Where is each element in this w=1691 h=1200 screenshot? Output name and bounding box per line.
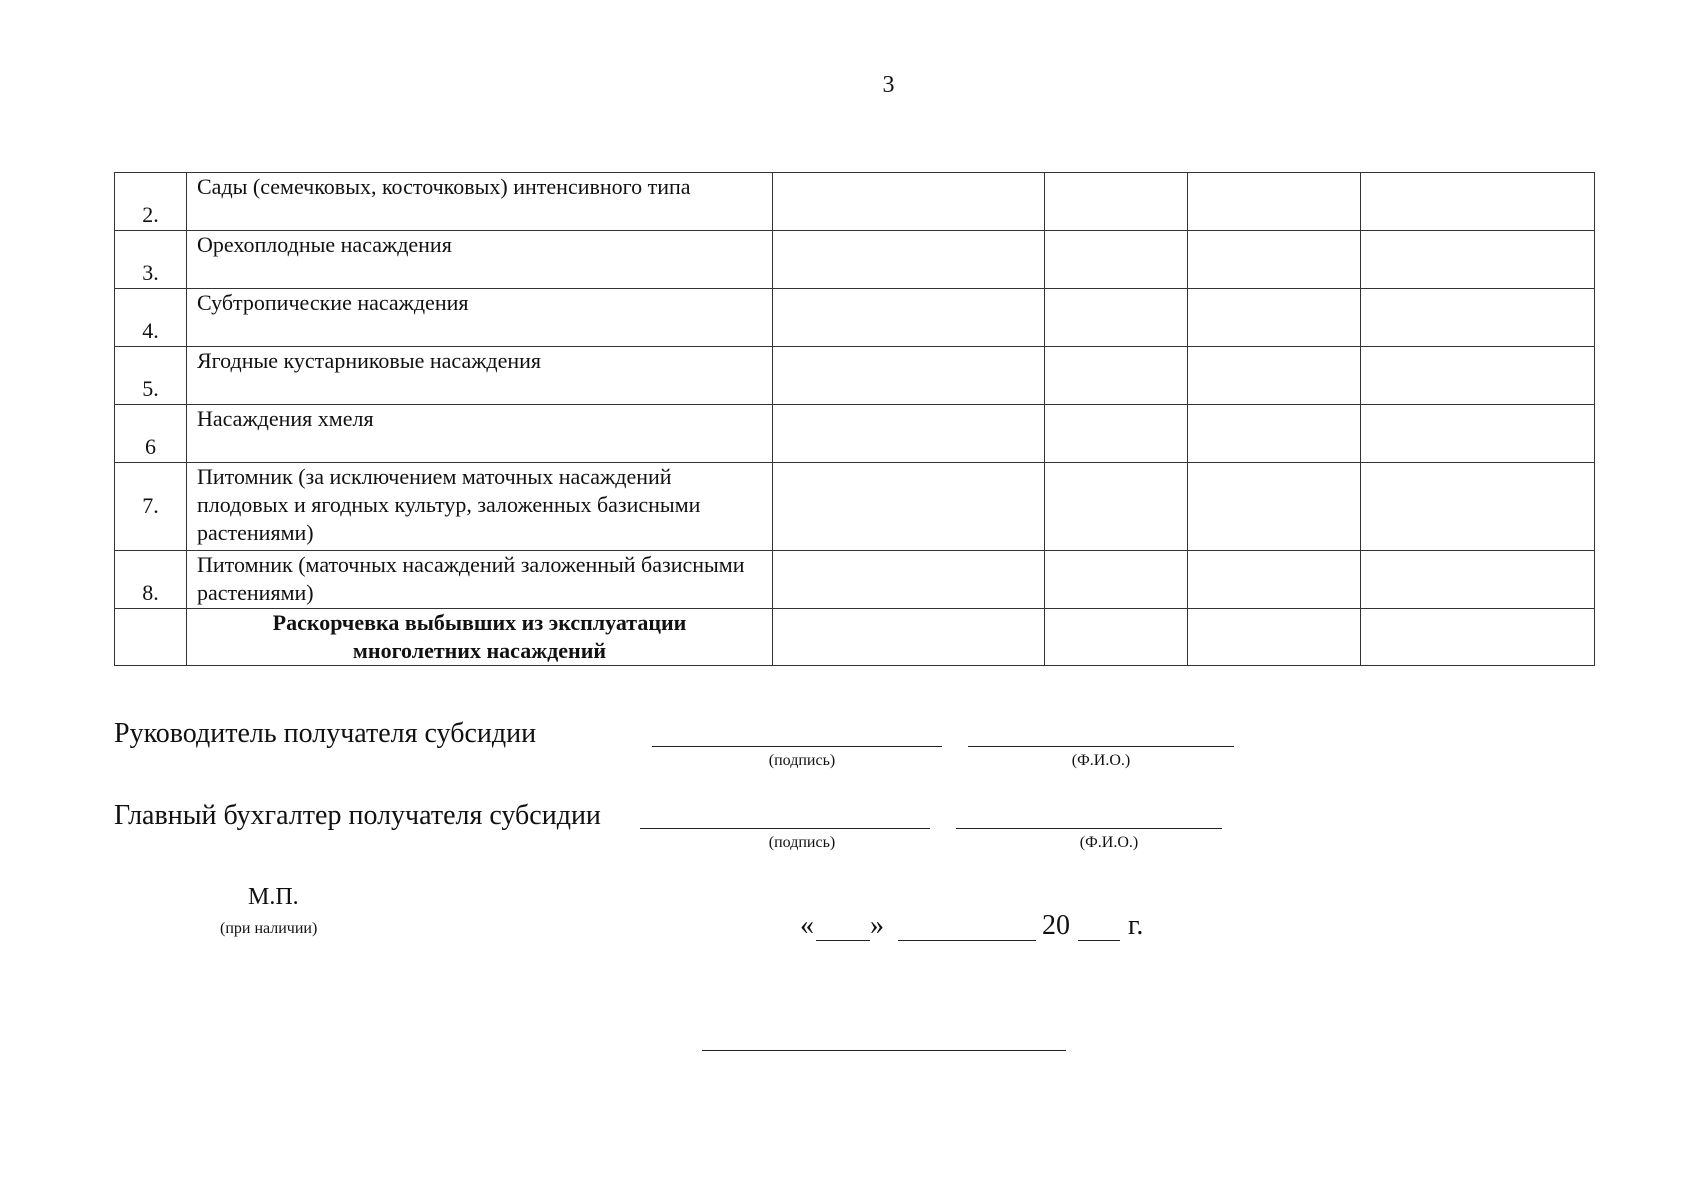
row-name: Сады (семечковых, косточковых) интенсивного типа [187,173,773,231]
page-number: 3 [882,72,895,98]
accountant-name-caption: (Ф.И.О.) [1079,834,1139,851]
table-cell [1361,231,1595,289]
table-row [115,173,1595,231]
accountant-signature-line [640,828,930,829]
date-month-blank [898,940,1036,941]
table-cell [773,463,1045,551]
stamp-note: (при наличии) [220,920,318,937]
table-row [115,347,1595,405]
row-number: 5. [115,347,187,405]
row-name: Ягодные кустарниковые насаждения [187,347,773,405]
table-row [115,405,1595,463]
plantings-table [114,172,1595,666]
date-century: 20 [1042,910,1070,941]
table-cell [1188,289,1361,347]
accountant-name-line [956,828,1222,829]
table-cell [1045,347,1188,405]
table-row [115,551,1595,609]
row-name: Питомник (маточных насаждений заложенный базисными растениями) [187,551,773,609]
date-open-quote: « [800,910,814,941]
row-name: Питомник (за исключением маточных насаждений плодовых и ягодных культур, заложенных базисными растениями) [187,463,773,551]
table-row-total [115,609,1595,666]
table-cell [1188,347,1361,405]
date-close-quote: » [870,910,884,941]
date-year-suffix: г. [1128,910,1144,941]
date-day-blank [816,940,870,941]
row-number: 2. [115,173,187,231]
table-cell [1045,463,1188,551]
table-cell [1361,463,1595,551]
table-cell [773,173,1045,231]
table-row [115,463,1595,551]
row-number: 3. [115,231,187,289]
row-number: 8. [115,551,187,609]
head-signature-line [652,746,942,747]
table-cell [1188,405,1361,463]
row-name: Орехоплодные насаждения [187,231,773,289]
table-cell [1188,463,1361,551]
accountant-signature-label: Главный бухгалтер получателя субсидии [114,800,601,831]
table-cell [1361,609,1595,666]
date-year-blank [1078,940,1120,941]
table-cell [1361,289,1595,347]
table-cell [1188,231,1361,289]
accountant-signature-caption: (подпись) [768,834,836,851]
head-name-caption: (Ф.И.О.) [1071,752,1131,769]
table-cell [773,347,1045,405]
table-cell [1045,289,1188,347]
bottom-separator-line [702,1050,1066,1051]
total-row-label-line2: многолетних насаждений [352,638,607,663]
table-cell [115,609,187,666]
table-cell [1361,347,1595,405]
table-cell [1361,173,1595,231]
table-cell [773,609,1045,666]
row-number: 6 [115,405,187,463]
table-cell [1045,551,1188,609]
table-cell [1361,405,1595,463]
total-row-label [187,609,773,666]
table-cell [1188,609,1361,666]
table-cell [1188,173,1361,231]
head-signature-label: Руководитель получателя субсидии [114,718,537,749]
table-row [115,289,1595,347]
row-name: Насаждения хмеля [187,405,773,463]
head-signature-caption: (подпись) [768,752,836,769]
total-row-label-line1: Раскорчевка выбывших из эксплуатации [272,610,687,635]
table-row [115,231,1595,289]
row-number: 4. [115,289,187,347]
table-cell [773,231,1045,289]
table-cell [1188,551,1361,609]
table-cell [773,405,1045,463]
table-cell [1045,173,1188,231]
row-number: 7. [115,463,187,551]
table-cell [1045,231,1188,289]
table-cell [1045,609,1188,666]
table-cell [1361,551,1595,609]
table-cell [773,289,1045,347]
head-name-line [968,746,1234,747]
row-name: Субтропические насаждения [187,289,773,347]
table-cell [1045,405,1188,463]
stamp-label: М.П. [248,884,299,910]
table-cell [773,551,1045,609]
